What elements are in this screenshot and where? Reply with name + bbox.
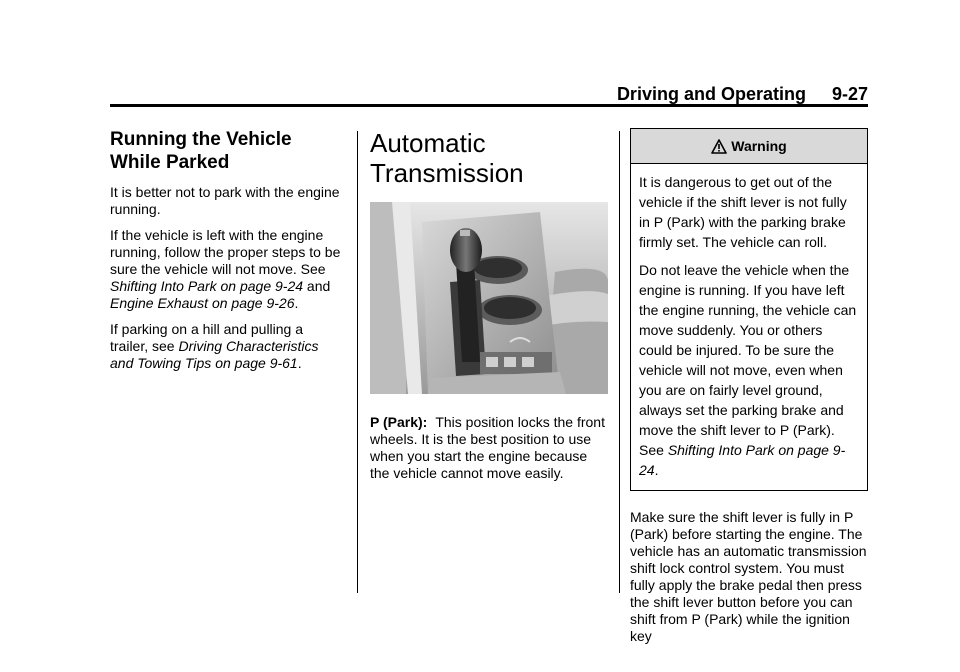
cross-reference-link[interactable]: Shifting Into Park on page 9-24	[110, 278, 304, 294]
cross-reference-link[interactable]: Driving Characteristics and Towing Tips on page 9-61	[110, 338, 319, 371]
warning-header	[631, 129, 867, 164]
paragraph-text: If parking on a hill and pulling a trailer, see	[110, 321, 304, 354]
console-illustration	[370, 202, 608, 394]
definition-term: P (Park):	[370, 414, 428, 430]
warning-text: Do not leave the vehicle when the engine is running. If you have left the engine running, the vehicle can move suddenly. You or others could be injured. To be sure the vehicle will not move, even when you are on fairly level ground, always set the parking brake and move the shift lever to P (Park). See	[639, 262, 857, 458]
paragraph	[110, 321, 342, 372]
paragraph: It is better not to park with the engine running.	[110, 184, 340, 217]
warning-body	[631, 164, 867, 490]
main-heading: Automatic Transmission	[370, 128, 524, 188]
paragraph	[110, 227, 342, 312]
warning-paragraph: It is dangerous to get out of the vehicle if the shift lever is not fully in P (Park) with the parking brake firmly set. The vehicle can roll.	[639, 174, 847, 250]
column-left	[110, 128, 342, 381]
paragraph-text: .	[297, 355, 302, 371]
column-middle	[370, 128, 608, 491]
column-divider	[619, 131, 620, 593]
cross-reference-link[interactable]: Engine Exhaust on page 9-26	[110, 295, 295, 311]
paragraph: Make sure the shift lever is fully in P (Park) before starting the engine. The vehicle has an automatic transmission shift lock control system. You must fully apply the brake pedal then press the shift lever button before you can shift from P (Park) while the ignition key	[630, 509, 867, 644]
section-title: Driving and Operating	[616, 84, 806, 104]
paragraph-text: .	[294, 295, 299, 311]
warning-title: Warning	[731, 137, 787, 154]
warning-box	[630, 128, 868, 491]
section-heading: Running the Vehicle While Parked	[110, 129, 292, 173]
warning-text: .	[654, 462, 659, 478]
paragraph	[370, 414, 608, 482]
header-rule	[110, 104, 868, 107]
column-right	[630, 128, 868, 654]
page-header	[110, 84, 868, 104]
warning-paragraph	[639, 260, 859, 480]
paragraph-text: and	[303, 278, 331, 294]
warning-triangle-icon	[711, 139, 727, 154]
page-number: 9-27	[831, 84, 868, 104]
paragraph-text: If the vehicle is left with the engine running, follow the proper steps to be sure the vehicle will not move. See	[110, 227, 341, 277]
cross-reference-link[interactable]: Shifting Into Park on page 9-24	[639, 442, 846, 478]
shift-lever-photo	[370, 202, 608, 394]
definition-text: This position locks the front wheels. It is the best position to use when you start the engine because the vehicle cannot move easily.	[370, 414, 605, 481]
column-divider	[357, 131, 358, 593]
